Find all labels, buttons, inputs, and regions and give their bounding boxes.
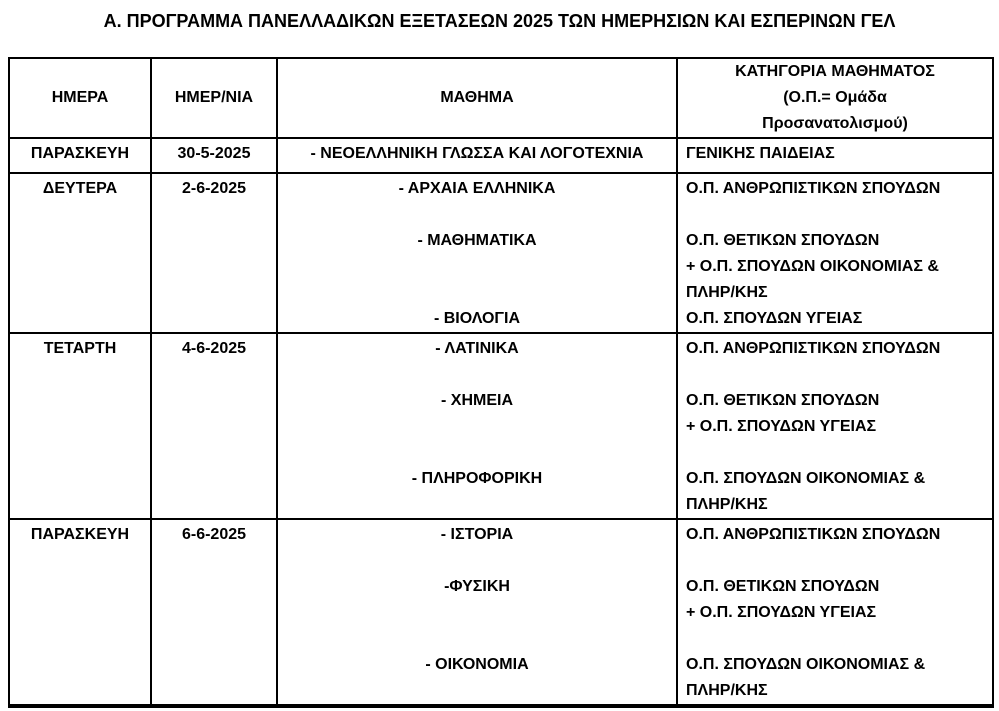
date-text: 6-6-2025 — [181, 526, 247, 543]
category-line: Ο.Π. ΣΠΟΥΔΩΝ ΟΙΚΟΝΟΜΙΑΣ & — [686, 656, 926, 673]
category-line: Ο.Π. ΣΠΟΥΔΩΝ ΟΙΚΟΝΟΜΙΑΣ & — [686, 470, 926, 487]
column-header-subject: ΜΑΘΗΜΑ — [277, 58, 677, 138]
subject-cell — [277, 173, 677, 333]
subject-line — [278, 414, 676, 440]
date-cell — [151, 519, 277, 706]
subject-line: - ΟΙΚΟΝΟΜΙΑ — [425, 656, 529, 673]
category-line: + Ο.Π. ΣΠΟΥΔΩΝ ΥΓΕΙΑΣ — [686, 604, 877, 621]
subject-line — [278, 202, 676, 228]
column-header-category-line: (Ο.Π.= Ομάδα — [783, 89, 887, 106]
category-line: Ο.Π. ΘΕΤΙΚΩΝ ΣΠΟΥΔΩΝ — [686, 232, 880, 249]
category-line: Ο.Π. ΘΕΤΙΚΩΝ ΣΠΟΥΔΩΝ — [686, 392, 880, 409]
subject-line — [278, 362, 676, 388]
category-line: ΠΛΗΡ/ΚΗΣ — [686, 496, 768, 513]
category-line — [686, 440, 992, 466]
category-line: Ο.Π. ΑΝΘΡΩΠΙΣΤΙΚΩΝ ΣΠΟΥΔΩΝ — [686, 180, 941, 197]
subject-line: - ΑΡΧΑΙΑ ΕΛΛΗΝΙΚΑ — [398, 180, 556, 197]
subject-line — [278, 492, 676, 518]
column-header-category — [677, 58, 993, 138]
subject-line: - ΝΕΟΕΛΛΗΝΙΚΗ ΓΛΩΣΣΑ ΚΑΙ ΛΟΓΟΤΕΧΝΙΑ — [310, 145, 644, 162]
subject-line — [278, 440, 676, 466]
day-text: ΠΑΡΑΣΚΕΥΗ — [30, 526, 130, 543]
subject-line — [278, 678, 676, 704]
day-text: ΤΕΤΑΡΤΗ — [43, 340, 117, 357]
category-line — [686, 548, 992, 574]
subject-cell — [277, 138, 677, 173]
category-cell — [677, 138, 993, 173]
subject-line: - ΙΣΤΟΡΙΑ — [440, 526, 514, 543]
category-line: ΓΕΝΙΚΗΣ ΠΑΙΔΕΙΑΣ — [686, 145, 835, 162]
column-header-date: ΗΜΕΡ/ΝΙΑ — [151, 58, 277, 138]
subject-line — [278, 254, 676, 280]
category-line: + Ο.Π. ΣΠΟΥΔΩΝ ΥΓΕΙΑΣ — [686, 418, 877, 435]
subject-line: - ΧΗΜΕΙΑ — [441, 392, 513, 409]
page-title: Α. ΠΡΟΓΡΑΜΜΑ ΠΑΝΕΛΛΑΔΙΚΩΝ ΕΞΕΤΑΣΕΩΝ 2025 ΤΩΝ ΗΜΕΡΗΣΙΩΝ ΚΑΙ ΕΣΠΕΡΙΝΩΝ ΓΕΛ — [103, 11, 896, 31]
table-row — [9, 173, 993, 333]
date-cell — [151, 333, 277, 519]
category-line: Ο.Π. ΑΝΘΡΩΠΙΣΤΙΚΩΝ ΣΠΟΥΔΩΝ — [686, 340, 941, 357]
day-cell — [9, 173, 151, 333]
subject-cell — [277, 333, 677, 519]
header-row — [9, 58, 993, 138]
category-line: Ο.Π. ΣΠΟΥΔΩΝ ΥΓΕΙΑΣ — [686, 310, 863, 327]
date-text: 4-6-2025 — [181, 340, 247, 357]
date-text: 2-6-2025 — [181, 180, 247, 197]
subject-line — [278, 626, 676, 652]
category-line — [686, 626, 992, 652]
schedule-table-body — [9, 138, 993, 706]
subject-line: - ΛΑΤΙΝΙΚΑ — [435, 340, 519, 357]
column-header-day: ΗΜΕΡΑ — [9, 58, 151, 138]
subject-cell — [277, 519, 677, 706]
date-cell — [151, 138, 277, 173]
subject-line: - ΒΙΟΛΟΓΙΑ — [433, 310, 521, 327]
category-line — [686, 202, 992, 228]
table-row — [9, 333, 993, 519]
subject-line — [278, 280, 676, 306]
category-line: Ο.Π. ΑΝΘΡΩΠΙΣΤΙΚΩΝ ΣΠΟΥΔΩΝ — [686, 526, 941, 543]
category-cell — [677, 333, 993, 519]
subject-line: - ΠΛΗΡΟΦΟΡΙΚΗ — [411, 470, 543, 487]
category-line — [686, 362, 992, 388]
table-row — [9, 138, 993, 173]
category-cell — [677, 173, 993, 333]
day-text: ΔΕΥΤΕΡΑ — [42, 180, 118, 197]
table-header — [9, 58, 993, 138]
subject-line — [278, 600, 676, 626]
date-text: 30-5-2025 — [177, 145, 251, 162]
day-cell — [9, 519, 151, 706]
table-row — [9, 519, 993, 706]
category-line: + Ο.Π. ΣΠΟΥΔΩΝ ΟΙΚΟΝΟΜΙΑΣ & — [686, 258, 939, 275]
category-line: ΠΛΗΡ/ΚΗΣ — [686, 284, 768, 301]
day-text: ΠΑΡΑΣΚΕΥΗ — [30, 145, 130, 162]
column-header-category-line: Προσανατολισμού) — [762, 115, 908, 132]
column-header-category-line: ΚΑΤΗΓΟΡΙΑ ΜΑΘΗΜΑΤΟΣ — [735, 63, 935, 80]
subject-line — [278, 548, 676, 574]
day-cell — [9, 138, 151, 173]
day-cell — [9, 333, 151, 519]
date-cell — [151, 173, 277, 333]
subject-line: - ΜΑΘΗΜΑΤΙΚΑ — [417, 232, 537, 249]
exam-schedule-table — [8, 57, 994, 708]
category-line: ΠΛΗΡ/ΚΗΣ — [686, 682, 768, 699]
category-cell — [677, 519, 993, 706]
category-line: Ο.Π. ΘΕΤΙΚΩΝ ΣΠΟΥΔΩΝ — [686, 578, 880, 595]
subject-line: -ΦΥΣΙΚΗ — [444, 578, 510, 595]
